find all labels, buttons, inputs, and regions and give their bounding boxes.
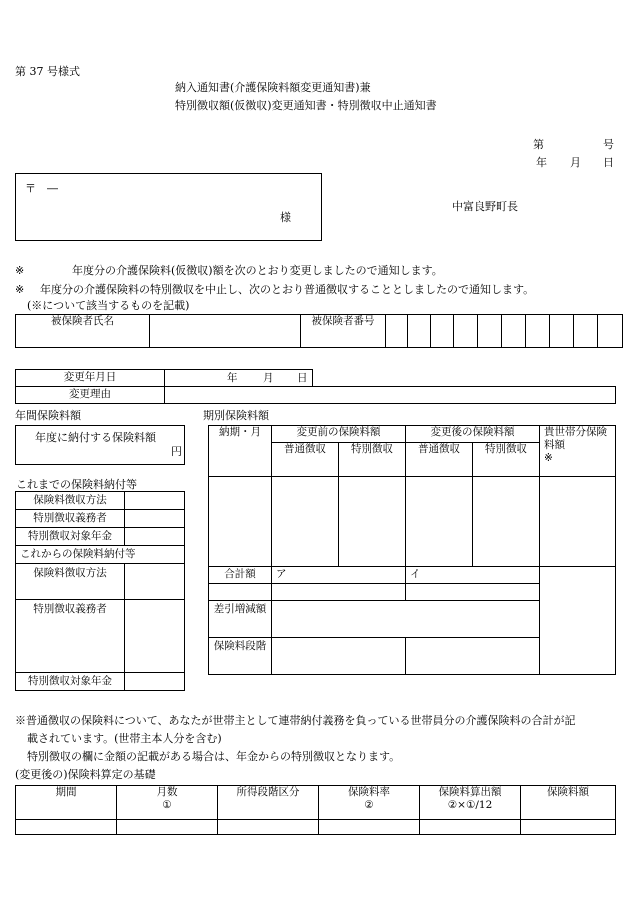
total-a: ア <box>272 567 406 584</box>
address-box <box>15 173 322 241</box>
insured-number-digit[interactable] <box>408 315 431 348</box>
household-total-cell[interactable] <box>540 567 616 675</box>
past-table <box>15 491 185 691</box>
change-date-year: 年 <box>227 372 238 384</box>
period-body-cell[interactable] <box>406 477 473 567</box>
insured-number-digit[interactable] <box>598 315 623 348</box>
before-normal-header: 普通徴収 <box>272 443 339 477</box>
insured-name-value[interactable] <box>150 315 301 348</box>
basis-cell[interactable] <box>521 820 616 835</box>
rate-sub: ② <box>364 799 374 812</box>
past-method-label: 保険料徴収方法 <box>16 492 125 510</box>
col-after-header: 変更後の保険料額 <box>406 426 540 443</box>
insured-number-digit[interactable] <box>574 315 598 348</box>
change-date-value[interactable] <box>165 370 313 387</box>
past-obligor-label: 特別徴収義務者 <box>16 510 125 528</box>
future-obligor-label: 特別徴収義務者 <box>16 600 125 673</box>
basis-cell[interactable] <box>319 820 420 835</box>
insured-number-digit[interactable] <box>478 315 502 348</box>
stage-after-value[interactable] <box>406 638 540 675</box>
footnote-line-2: 載されています。(世帯主本人分を含む) <box>27 732 222 745</box>
change-table <box>15 369 616 404</box>
notice-2-mark: ※ <box>15 283 25 296</box>
period-table <box>208 425 616 675</box>
basis-header-amount: 保険料額 <box>521 786 616 820</box>
insured-number-digit[interactable] <box>502 315 526 348</box>
postal-mark: 〒 ― <box>25 182 58 195</box>
future-method-label: 保険料徴収方法 <box>16 564 125 600</box>
notice-1-text: 年度分の介護保険料(仮徴収)額を次のとおり変更しましたので通知します。 <box>72 264 443 277</box>
insured-table <box>15 314 623 348</box>
period-body-cell[interactable] <box>272 477 339 567</box>
calc-label: 保険料算出額 <box>438 786 502 798</box>
household-body-cell[interactable] <box>540 477 616 567</box>
recipient-sama: 様 <box>280 211 291 224</box>
rate-label: 保険料率 <box>348 786 390 798</box>
col-household-header <box>540 426 616 477</box>
insured-number-digit[interactable] <box>431 315 454 348</box>
annual-title: 年間保険料額 <box>15 409 81 422</box>
basis-header-months <box>117 786 218 820</box>
future-pension-label: 特別徴収対象年金 <box>16 673 125 691</box>
change-date-label: 変更年月日 <box>16 370 165 387</box>
total-after-value[interactable] <box>406 584 540 601</box>
household-mark: ※ <box>544 452 553 465</box>
future-obligor-value[interactable] <box>125 600 185 673</box>
past-pension-value[interactable] <box>125 528 185 546</box>
basis-header-income-stage: 所得段階区分 <box>218 786 319 820</box>
col-period-header: 納期・月 <box>209 426 272 477</box>
form-number: 第 37 号様式 <box>15 65 80 78</box>
notice-2-text: 年度分の介護保険料の特別徴収を中止し、次のとおり普通徴収することとしましたので通知します。 <box>40 283 535 296</box>
past-pension-label: 特別徴収対象年金 <box>16 528 125 546</box>
title-line-2: 特別徴収額(仮徴収)変更通知書・特別徴収中止通知書 <box>175 99 437 112</box>
total-i: イ <box>406 567 540 584</box>
basis-cell[interactable] <box>16 820 117 835</box>
diff-label: 差引増減額 <box>209 601 272 638</box>
past-method-value[interactable] <box>125 492 185 510</box>
basis-cell[interactable] <box>117 820 218 835</box>
issuer-name: 中富良野町長 <box>452 200 518 213</box>
change-reason-value[interactable] <box>165 387 616 404</box>
calc-sub: ②×①/12 <box>447 799 493 812</box>
insured-number-digit[interactable] <box>386 315 408 348</box>
future-method-value[interactable] <box>125 564 185 600</box>
date-day: 日 <box>603 156 614 169</box>
change-date-day: 日 <box>297 372 308 384</box>
date-year: 年 <box>536 156 547 169</box>
notice-note: (※について該当するものを記載) <box>27 299 190 312</box>
period-body-cell[interactable] <box>473 477 540 567</box>
basis-cell[interactable] <box>420 820 521 835</box>
date-month: 月 <box>570 156 581 169</box>
insured-number-label: 被保険者番号 <box>301 315 386 348</box>
insured-number-digit[interactable] <box>526 315 550 348</box>
future-pension-value[interactable] <box>125 673 185 691</box>
change-reason-label: 変更理由 <box>16 387 165 404</box>
basis-header-rate <box>319 786 420 820</box>
title-line-1: 納入通知書(介護保険料額変更通知書)兼 <box>175 81 371 94</box>
annual-yen: 円 <box>171 445 182 458</box>
period-title: 期別保険料額 <box>203 409 269 422</box>
months-label: 月数 <box>156 786 178 798</box>
footnote-line-3: 特別徴収の欄に金額の記載がある場合は、年金からの特別徴収となります。 <box>27 750 401 763</box>
past-title: これまでの保険料納付等 <box>16 478 137 491</box>
before-special-header: 特別徴収 <box>339 443 406 477</box>
change-date-month: 月 <box>263 372 274 384</box>
total-before-value[interactable] <box>272 584 406 601</box>
total-label: 合計額 <box>209 567 272 584</box>
past-obligor-value[interactable] <box>125 510 185 528</box>
months-sub: ① <box>162 799 172 812</box>
period-body-cell[interactable] <box>339 477 406 567</box>
diff-value[interactable] <box>272 601 540 638</box>
col-before-header: 変更前の保険料額 <box>272 426 406 443</box>
insured-name-label: 被保険者氏名 <box>16 315 150 348</box>
after-normal-header: 普通徴収 <box>406 443 473 477</box>
basis-header-calc <box>420 786 521 820</box>
basis-header-period: 期間 <box>16 786 117 820</box>
insured-number-digit[interactable] <box>454 315 478 348</box>
doc-no-go: 号 <box>603 138 614 151</box>
stage-label: 保険料段階 <box>209 638 272 675</box>
future-title: これからの保険料納付等 <box>16 546 185 564</box>
notice-1-mark: ※ <box>15 264 25 277</box>
basis-cell[interactable] <box>218 820 319 835</box>
basis-table <box>15 785 616 835</box>
doc-no-dai: 第 <box>533 138 544 151</box>
insured-number-digit[interactable] <box>550 315 574 348</box>
annual-amount-label: 年度に納付する保険料額 <box>35 431 156 444</box>
household-label: 貴世帯分保険料額 <box>544 426 607 452</box>
basis-title: (変更後の)保険料算定の基礎 <box>15 768 156 781</box>
total-blank <box>209 584 272 601</box>
stage-before-value[interactable] <box>272 638 406 675</box>
footnote-line-1: ※普通徴収の保険料について、あなたが世帯主として連帯納付義務を負っている世帯員分の介護保険料の合計が記 <box>15 714 576 727</box>
period-body-cell[interactable] <box>209 477 272 567</box>
after-special-header: 特別徴収 <box>473 443 540 477</box>
